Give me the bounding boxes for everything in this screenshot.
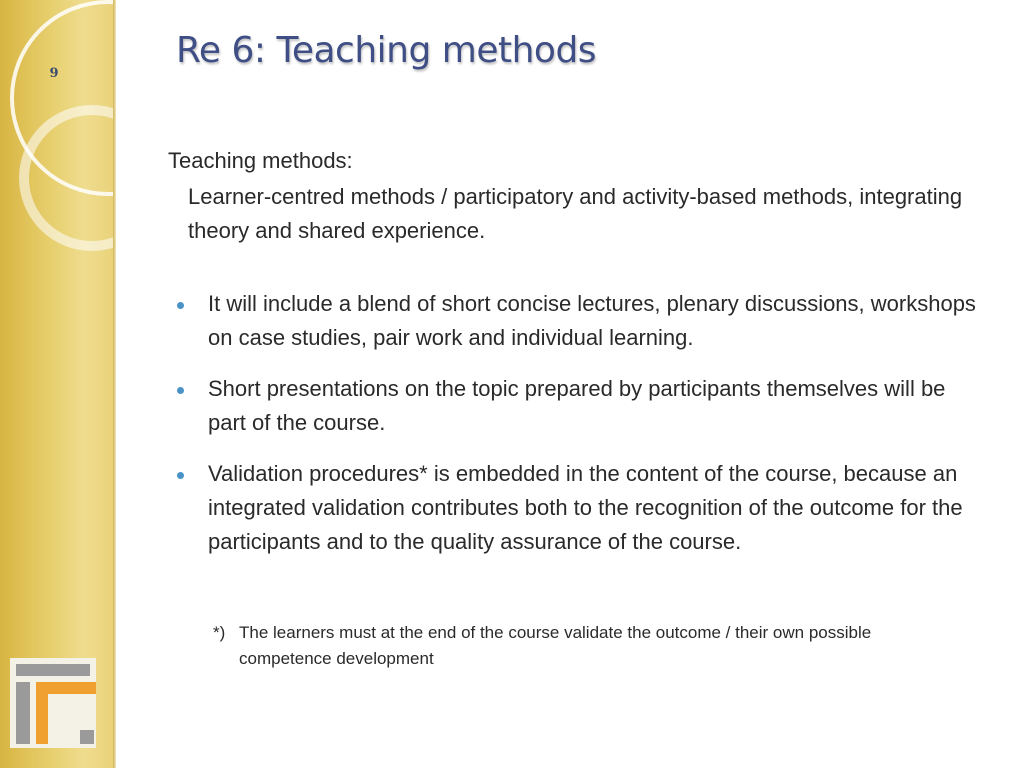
intro-text: Learner-centred methods / participatory and activity-based methods, integrating theory and shared experience. [188, 184, 963, 243]
intro-label: Teaching methods: [168, 148, 353, 173]
footnote-text-2: competence development [239, 649, 434, 668]
bullet-text: It will include a blend of short concise lectures, plenary discussions, workshops on case studies, pair work and individual learning. [208, 291, 976, 350]
bullet-list [0, 287, 1024, 576]
footnote [213, 620, 1003, 672]
bullet-item [0, 372, 983, 440]
footnote-text-1: The learners must at the end of the course validate the outcome / their own possible [239, 623, 872, 642]
footnote-line-1 [213, 620, 1003, 646]
bullet-dot-icon [177, 302, 184, 309]
slide-number: 9 [49, 66, 59, 81]
bullet-item [0, 287, 983, 355]
footnote-marker: *) [213, 623, 226, 642]
slide-title: Re 6: Teaching methods [176, 30, 597, 71]
bullet-text: Validation procedures* is embedded in the content of the course, because an integrated validation contributes both to the recognition of the outcome for the participants and to the quality assurance of the course. [208, 461, 963, 554]
bullet-dot-icon [177, 387, 184, 394]
bullet-item [0, 457, 983, 559]
bullet-dot-icon [177, 472, 184, 479]
if-logo-icon [10, 658, 100, 752]
bullet-text: Short presentations on the topic prepared by participants themselves will be part of the course. [208, 376, 946, 435]
